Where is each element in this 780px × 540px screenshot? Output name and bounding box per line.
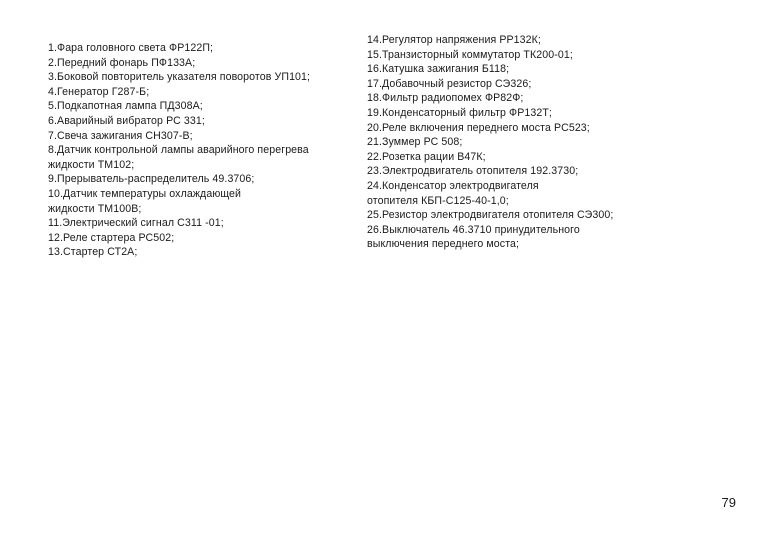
legend-item-1: 1.Фара головного света ФР122П;	[48, 42, 214, 54]
legend-item-19: 19.Конденсаторный фильтр ФР132Т;	[367, 106, 552, 119]
legend-item-4: 4.Генератор Г287-Б;	[48, 85, 150, 98]
legend-item-14: 14.Регулятор напряжения РР132К;	[367, 34, 541, 46]
legend-item-3: 3.Боковой повторитель указателя поворотов УП101;	[48, 71, 311, 84]
legend-item-17: 17.Добавочный резистор СЭ326;	[367, 77, 532, 90]
legend-left-column	[48, 41, 348, 260]
legend-item-16: 16.Катушка зажигания Б118;	[367, 63, 510, 76]
legend-right-column	[367, 33, 667, 252]
legend-item-11: 11.Электрический сигнал С311 -01;	[48, 217, 224, 230]
legend-item-2: 2.Передний фонарь ПФ133А;	[48, 56, 196, 69]
legend-item-9: 9.Прерыватель-распределитель 49.3706;	[48, 173, 255, 186]
legend-item-12: 12.Реле стартера РС502;	[48, 231, 175, 244]
legend-item-7: 7.Свеча зажигания СН307-В;	[48, 129, 193, 142]
legend-item-26: 26.Выключатель 46.3710 принудительного выключения переднего моста;	[367, 223, 580, 251]
legend-item-20: 20.Реле включения переднего моста РС523;	[367, 121, 590, 134]
legend-item-5: 5.Подкапотная лампа ПД308А;	[48, 100, 203, 113]
legend-item-6: 6.Аварийный вибратор РС 331;	[48, 114, 205, 127]
legend-item-24: 24.Конденсатор электродвигателя отопителя КБП-С125-40-1,0;	[367, 179, 539, 207]
legend-item-8: 8.Датчик контрольной лампы аварийного перегрева жидкости ТМ102;	[48, 144, 309, 171]
legend-item-23: 23.Электродвигатель отопителя 192.3730;	[367, 165, 579, 178]
legend-item-13: 13.Стартер СТ2А;	[48, 246, 138, 259]
legend-item-18: 18.Фильтр радиопомех ФР82Ф;	[367, 92, 524, 105]
page-number: 79	[721, 495, 736, 510]
legend-item-22: 22.Розетка рации В47К;	[367, 150, 486, 163]
legend-item-15: 15.Транзисторный коммутатор ТК200-01;	[367, 48, 573, 61]
legend-item-25: 25.Резистор электродвигателя отопителя СЭ300;	[367, 209, 614, 222]
legend-item-21: 21.Зуммер РС 508;	[367, 136, 463, 149]
legend-item-10: 10.Датчик температуры охлаждающей жидкости ТМ100В;	[48, 187, 242, 215]
